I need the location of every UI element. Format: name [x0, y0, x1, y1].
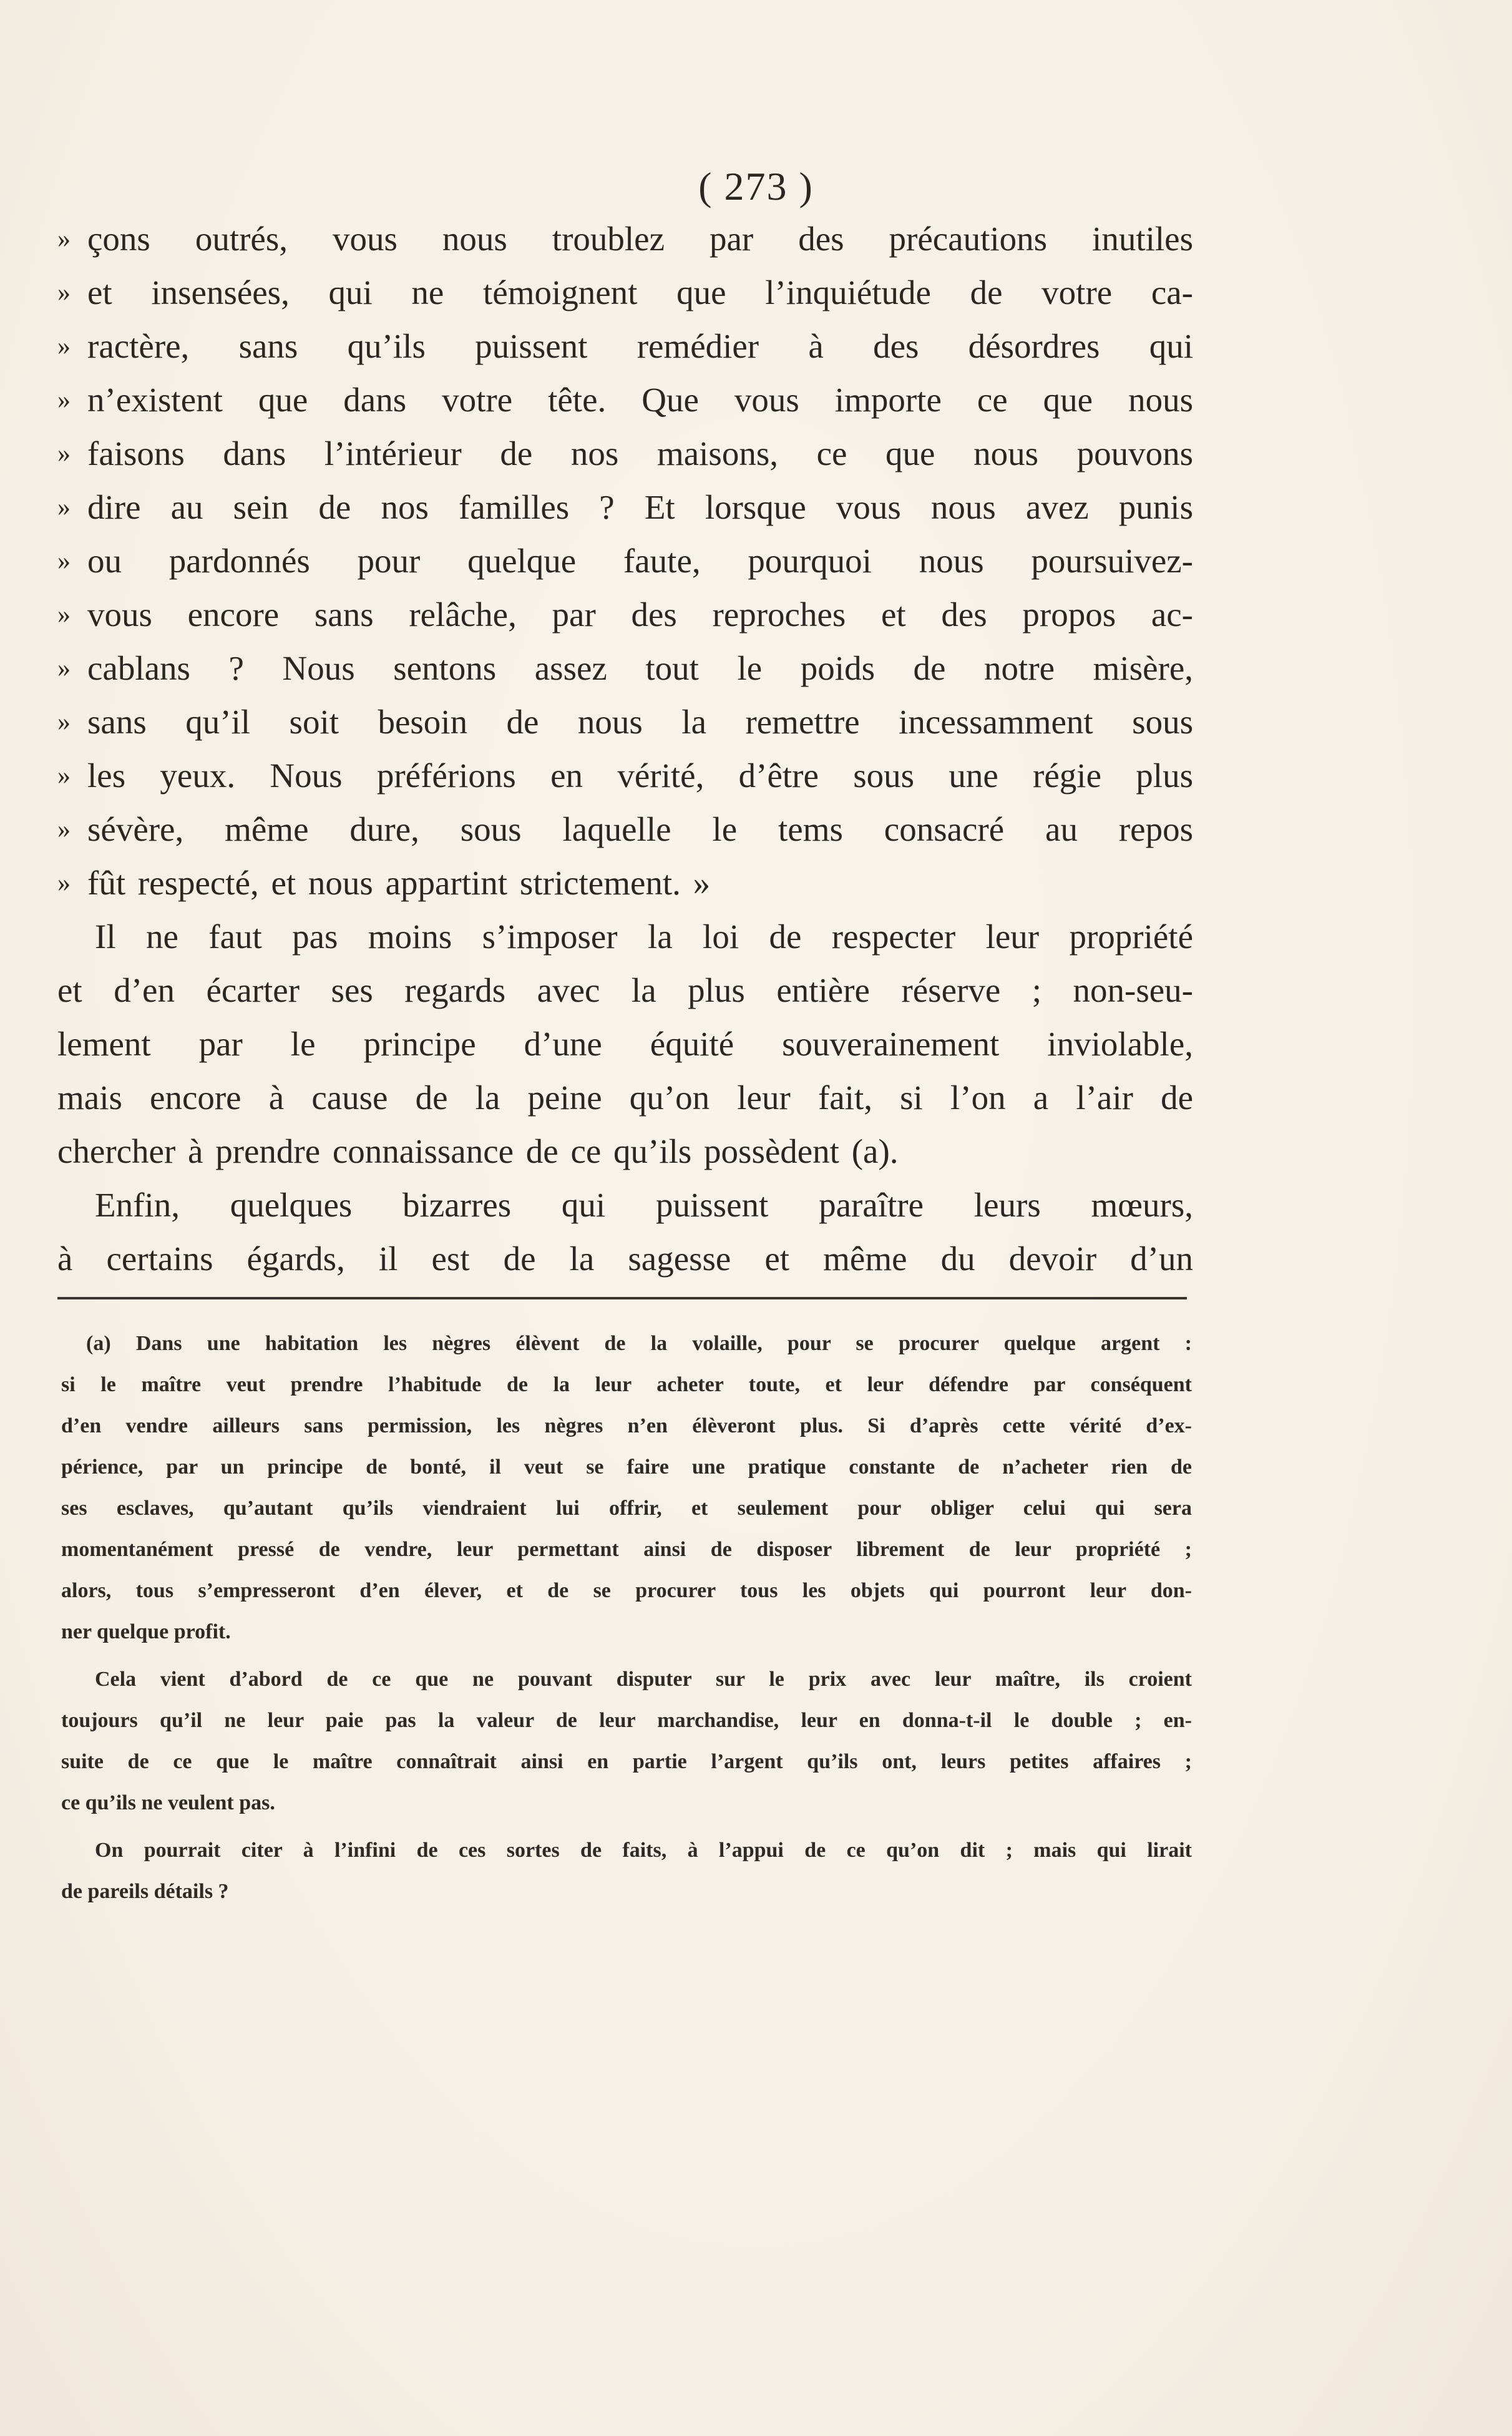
text-line: chercher à prendre connaissance de ce qu’ils possèdent (a).	[57, 1132, 899, 1170]
footnote-line: alors, tous s’empresseront d’en élever, et de se procurer tous les objets qui pourront leur don-	[61, 1579, 1192, 1602]
quote-mark: »	[57, 493, 71, 522]
quote-mark: »	[57, 225, 71, 253]
footnotes	[61, 1323, 1192, 1912]
quote-mark: »	[57, 708, 71, 736]
footnote-line: Cela vient d’abord de ce que ne pouvant disputer sur le prix avec leur maître, ils croient	[95, 1668, 1192, 1691]
quote-mark: »	[57, 547, 71, 575]
text-line: » n’existent que dans votre tête. Que vous importe ce que nous	[57, 373, 1193, 427]
footnote-line: périence, par un principe de bonté, il veut se faire une pratique constante de n’acheter rien de	[61, 1455, 1192, 1479]
text-line: » çons outrés, vous nous troublez par des précautions inutiles	[57, 212, 1193, 266]
quote-mark: »	[57, 332, 71, 361]
text-line: » dire au sein de nos familles ? Et lorsque vous nous avez punis	[57, 481, 1193, 534]
text-line: lement par le principe d’une équité souverainement inviolable,	[57, 1025, 1193, 1063]
text-line: Il ne faut pas moins s’imposer la loi de respecter leur propriété	[95, 917, 1193, 956]
footnote-line: toujours qu’il ne leur paie pas la valeur de leur marchandise, leur en donna-t-il le double ; en-	[61, 1709, 1192, 1732]
quote-mark: »	[57, 761, 71, 790]
footnote-line: (a) Dans une habitation les nègres élèvent de la volaille, pour se procurer quelque argent :	[86, 1332, 1192, 1355]
text-line: » ractère, sans qu’ils puissent remédier à des désordres qui	[57, 320, 1193, 373]
text-line: » faisons dans l’intérieur de nos maisons, ce que nous pouvons	[57, 427, 1193, 481]
footnote-line: On pourrait citer à l’infini de ces sortes de faits, à l’appui de ce qu’on dit ; mais qui lirait	[95, 1839, 1192, 1862]
text-line: » sévère, même dure, sous laquelle le tems consacré au repos	[57, 803, 1193, 856]
footnote-line: ce qu’ils ne veulent pas.	[61, 1791, 275, 1814]
text-line: » les yeux. Nous préférions en vérité, d’être sous une régie plus	[57, 749, 1193, 803]
footnote-line: de pareils détails ?	[61, 1880, 229, 1903]
quote-mark: »	[57, 869, 71, 898]
text-line: Enfin, quelques bizarres qui puissent paraître leurs mœurs,	[95, 1186, 1193, 1224]
quote-mark: »	[57, 654, 71, 683]
footnote-line: ses esclaves, qu’autant qu’ils viendraient lui offrir, et seulement pour obliger celui qui sera	[61, 1497, 1192, 1520]
quote-mark: »	[57, 815, 71, 844]
quote-mark: »	[57, 386, 71, 414]
text-line: à certains égards, il est de la sagesse et même du devoir d’un	[57, 1240, 1193, 1278]
quote-mark: »	[57, 439, 71, 468]
text-line: » et insensées, qui ne témoignent que l’inquiétude de votre ca-	[57, 266, 1193, 320]
text-line: mais encore à cause de la peine qu’on leur fait, si l’on a l’air de	[57, 1079, 1193, 1117]
footnote-line: si le maître veut prendre l’habitude de la leur acheter toute, et leur défendre par conséquent	[61, 1373, 1192, 1396]
footnote-line: suite de ce que le maître connaîtrait ainsi en partie l’argent qu’ils ont, leurs petites affaires ;	[61, 1750, 1192, 1773]
quote-mark: »	[57, 278, 71, 307]
footnote-line: ner quelque profit.	[61, 1620, 231, 1643]
text-line: » sans qu’il soit besoin de nous la remettre incessamment sous	[57, 695, 1193, 749]
text-line: » ou pardonnés pour quelque faute, pourquoi nous poursuivez-	[57, 534, 1193, 588]
main-text	[57, 212, 1193, 1286]
quote-mark: »	[57, 600, 71, 629]
footnote-line: momentanément pressé de vendre, leur permettant ainsi de disposer librement de leur propriété ;	[61, 1538, 1192, 1561]
text-line: » fût respecté, et nous appartint strictement. »	[57, 856, 1193, 910]
page-number: ( 273 )	[698, 164, 814, 208]
footnote-divider	[57, 1297, 1187, 1299]
text-line: » cablans ? Nous sentons assez tout le poids de notre misère,	[57, 642, 1193, 695]
text-line: et d’en écarter ses regards avec la plus entière réserve ; non-seu-	[57, 971, 1193, 1009]
footnote-line: d’en vendre ailleurs sans permission, les nègres n’en élèveront plus. Si d’après cette vérité d’ex-	[61, 1414, 1192, 1437]
text-line: » vous encore sans relâche, par des reproches et des propos ac-	[57, 588, 1193, 642]
